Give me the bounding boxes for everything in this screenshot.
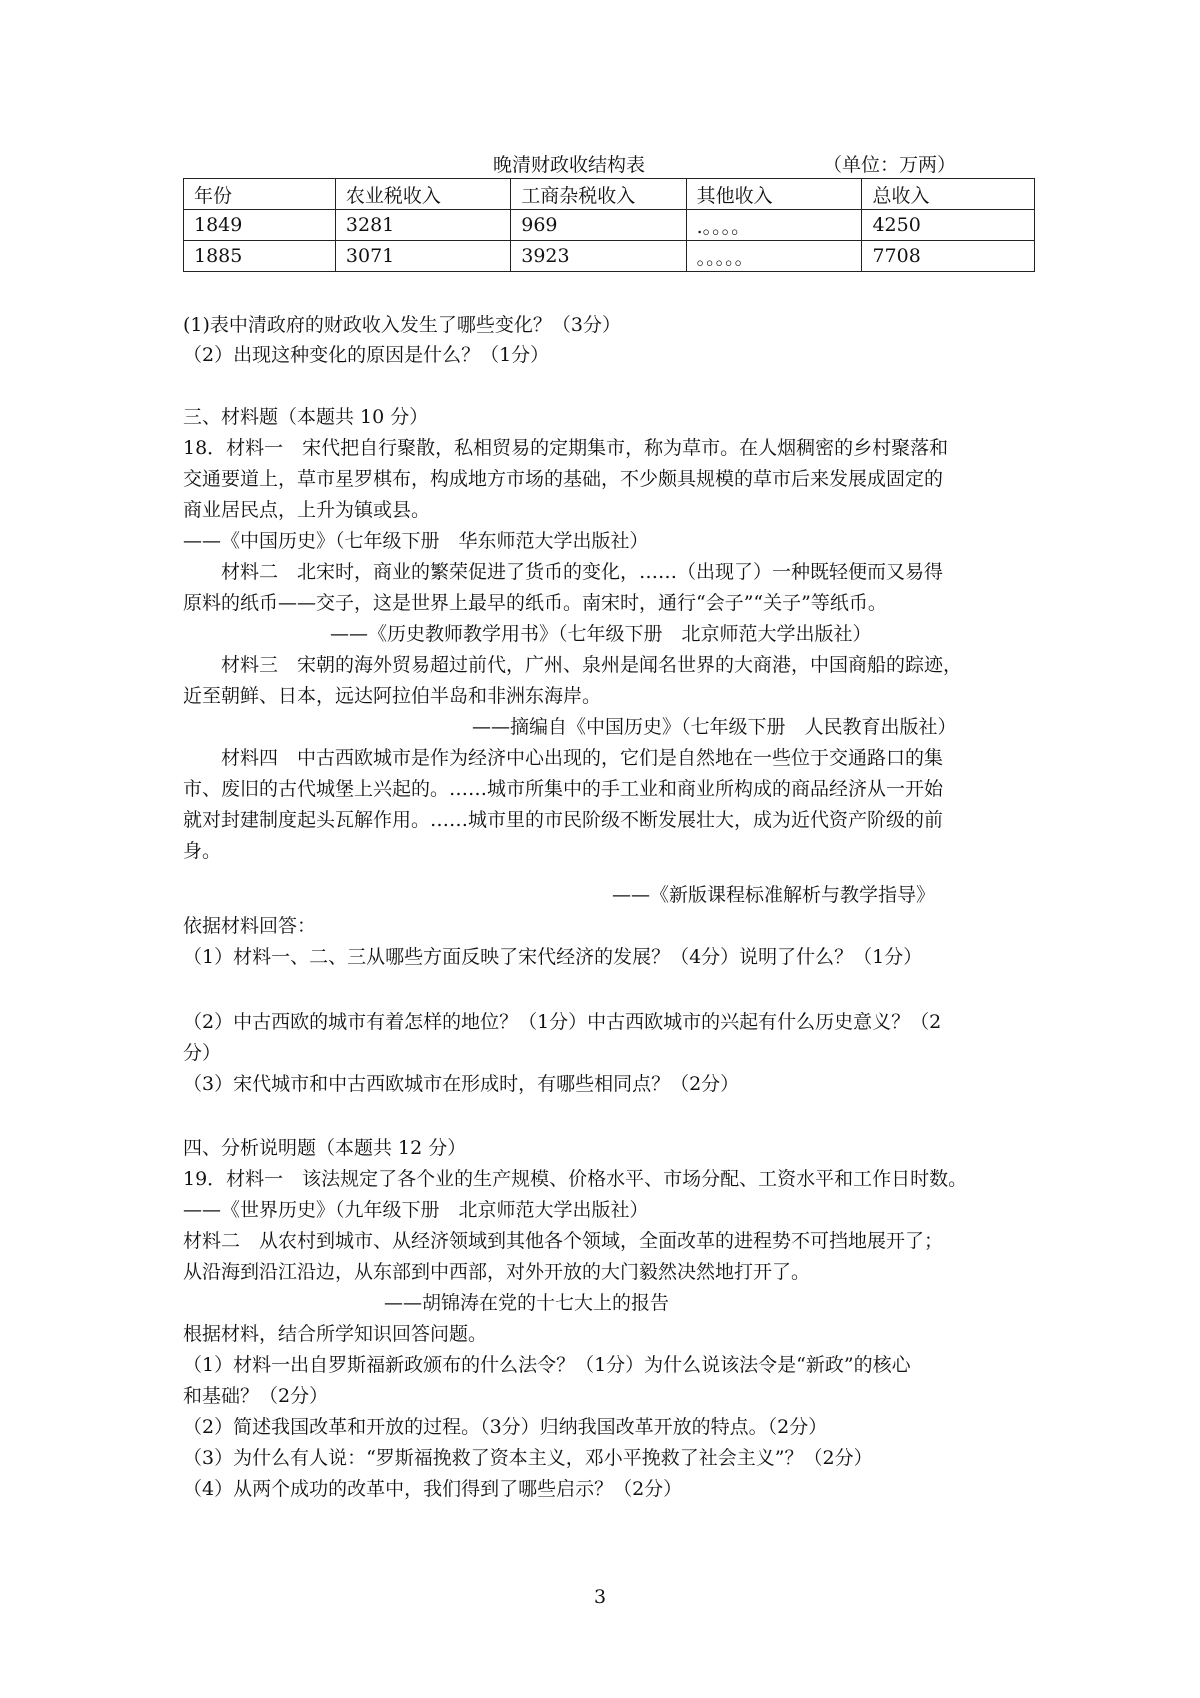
- header-cell: 其他收入: [686, 179, 862, 210]
- q18-subquestion: 分）: [183, 1042, 222, 1064]
- header-cell: 农业税收入: [335, 179, 510, 210]
- header-cell: 工商杂税收入: [511, 179, 686, 210]
- q19-subquestion: （2）简述我国改革和开放的过程。（3分）归纳我国改革开放的特点。（2分）: [183, 1416, 828, 1438]
- source-citation: ——摘编自《中国历史》（七年级下册 人民教育出版社）: [472, 716, 957, 738]
- q18-subquestion: （1）材料一、二、三从哪些方面反映了宋代经济的发展？（4分）说明了什么？（1分）: [183, 946, 923, 968]
- table-row: [184, 210, 1035, 241]
- q18-line: 交通要道上，草市星罗棋布，构成地方市场的基础，不少颇具规模的草市后来发展成固定的: [183, 468, 944, 490]
- table-cell: 1885: [184, 241, 336, 272]
- q19-prompt: 根据材料，结合所学知识回答问题。: [183, 1323, 488, 1345]
- q18-line: 材料四 中古西欧城市是作为经济中心出现的，它们是自然地在一些位于交通路口的集: [183, 747, 944, 769]
- finance-table: [183, 178, 1035, 272]
- q18-line: 材料三 宋朝的海外贸易超过前代，广州、泉州是闻名世界的大商港，中国商船的踪迹，: [183, 654, 963, 676]
- source-citation: ——胡锦涛在党的十七大上的报告: [384, 1292, 670, 1314]
- source-citation: ——《世界历史》（九年级下册 北京师范大学出版社）: [183, 1199, 649, 1221]
- source-citation: ——《历史教师教学用书》（七年级下册 北京师范大学出版社）: [330, 623, 872, 645]
- q18-line: 商业居民点，上升为镇或县。: [183, 499, 431, 521]
- table-cell: 3071: [335, 241, 510, 272]
- section-4-heading: 四、分析说明题（本题共 12 分）: [183, 1137, 467, 1159]
- q18-line: 市、废旧的古代城堡上兴起的。……城市所集中的手工业和商业所构成的商品经济从一开始: [183, 778, 944, 800]
- table-row: [184, 241, 1035, 272]
- header-cell: 总收入: [862, 179, 1035, 210]
- q19-subquestion: （3）为什么有人说：“罗斯福挽救了资本主义，邓小平挽救了社会主义”？（2分）: [183, 1447, 873, 1469]
- table-cell: 7708: [862, 241, 1035, 272]
- section-3-heading: 三、材料题（本题共 10 分）: [183, 406, 429, 428]
- table-cell: 969: [511, 210, 686, 241]
- table-cell: 3923: [511, 241, 686, 272]
- q18-prompt: 依据材料回答：: [183, 915, 317, 937]
- q18-line: 近至朝鲜、日本，远达阿拉伯半岛和非洲东海岸。: [183, 685, 602, 707]
- q18-line: 就对封建制度起头瓦解作用。……城市里的市民阶级不断发展壮大，成为近代资产阶级的前: [183, 809, 944, 831]
- table-cell: 4250: [862, 210, 1035, 241]
- q19-line: 从沿海到沿江沿边，从东部到中西部，对外开放的大门毅然决然地打开了。: [183, 1261, 811, 1283]
- source-citation: ——《新版课程标准解析与教学指导》: [612, 884, 936, 906]
- q19-line: 19．材料一 该法规定了各个业的生产规模、价格水平、市场分配、工资水平和工作日时数。: [183, 1168, 968, 1190]
- source-citation: ——《中国历史》（七年级下册 华东师范大学出版社）: [183, 530, 649, 552]
- header-cell: 年份: [184, 179, 336, 210]
- q19-subquestion: 和基础？（2分）: [183, 1385, 329, 1407]
- q18-line: 18．材料一 宋代把自行聚散，私相贸易的定期集市，称为草市。在人烟稠密的乡村聚落和: [183, 437, 949, 459]
- q19-subquestion: （4）从两个成功的改革中，我们得到了哪些启示？（2分）: [183, 1478, 683, 1500]
- table-cell: 3281: [335, 210, 510, 241]
- table-title: 晚清财政收结构表: [493, 154, 646, 176]
- q19-line: 材料二 从农村到城市、从经济领域到其他各个领域，全面改革的进程势不可挡地展开了；: [183, 1230, 944, 1252]
- table-cell: 。。。。。: [686, 241, 862, 272]
- table-header-row: [184, 179, 1035, 210]
- page-number: 3: [593, 1586, 607, 1608]
- q18-line: 原料的纸币——交子，这是世界上最早的纸币。南宋时，通行“会子”“关子”等纸币。: [183, 592, 887, 614]
- q19-subquestion: （1）材料一出自罗斯福新政颁布的什么法令？（1分）为什么说该法令是“新政”的核心: [183, 1354, 911, 1376]
- table-question-2: （2）出现这种变化的原因是什么？（1分）: [183, 344, 550, 366]
- table-cell: .。。。。: [686, 210, 862, 241]
- table-unit: （单位：万两）: [823, 154, 957, 176]
- q18-line: 身。: [183, 840, 222, 862]
- q18-line: 材料二 北宋时，商业的繁荣促进了货币的变化，……（出现了）一种既轻便而又易得: [183, 561, 944, 583]
- q18-subquestion: （2）中古西欧的城市有着怎样的地位？（1分）中古西欧城市的兴起有什么历史意义？（2: [183, 1011, 942, 1033]
- table-caption: [183, 150, 1035, 176]
- q18-subquestion: （3）宋代城市和中古西欧城市在形成时，有哪些相同点？（2分）: [183, 1073, 740, 1095]
- table-cell: 1849: [184, 210, 336, 241]
- table-question-1: (1)表中清政府的财政收入发生了哪些变化？（3分）: [183, 314, 622, 336]
